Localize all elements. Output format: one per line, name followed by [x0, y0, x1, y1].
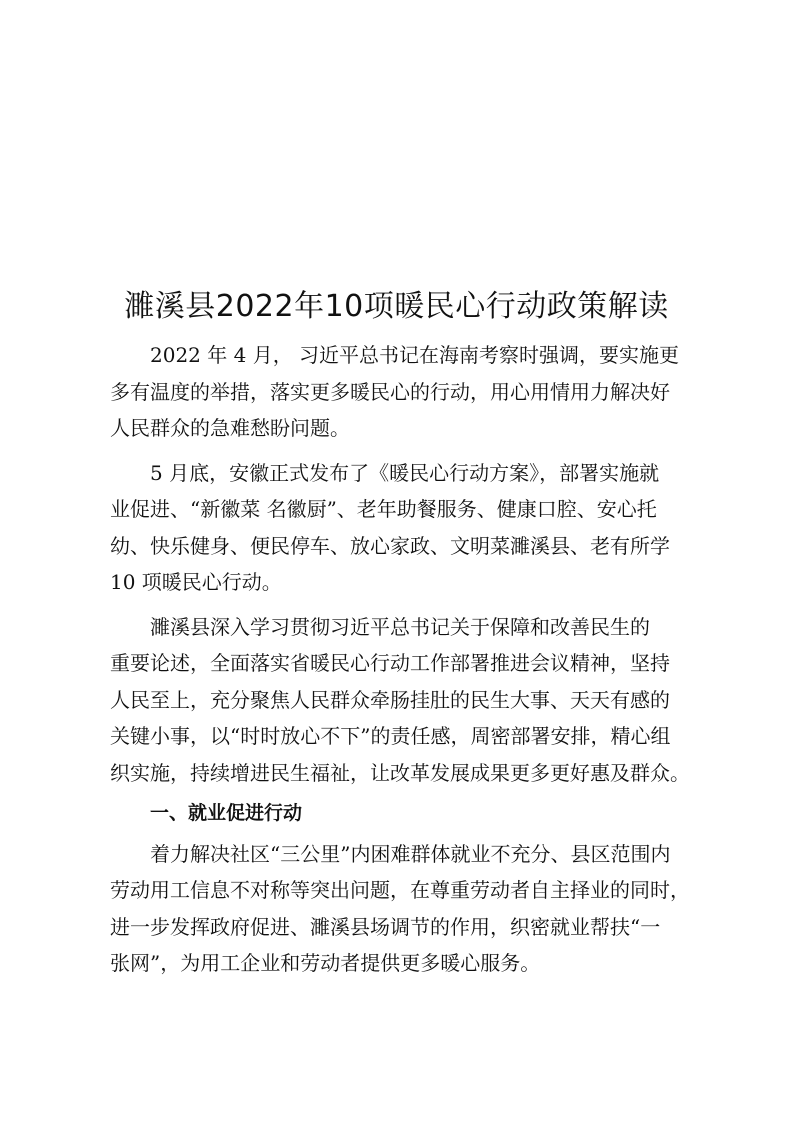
paragraph-line: 关键小事，以“时时放心不下”的责任感，周密部署安排，精心组	[110, 724, 671, 748]
paragraph-3	[110, 609, 696, 792]
paragraph-line: 幼、快乐健身、便民停车、放心家政、文明菜濉溪县、老有所学	[110, 533, 670, 558]
paragraph-line: 着力解决社区“三公里”内困难群体就业不充分、县区范围内	[150, 841, 671, 866]
section-paragraph	[110, 836, 696, 982]
document-title: 濉溪县2022年10项暖民心行动政策解读	[124, 289, 669, 324]
paragraph-line: 10 项暖民心行动。	[110, 570, 282, 594]
paragraph-line: 重要论述，全面落实省暖民心行动工作部署推进会议精神，坚持	[110, 651, 670, 675]
paragraph-line: 人民群众的急难愁盼问题。	[110, 416, 350, 440]
paragraph-line: 进一步发挥政府促进、濉溪县场调节的作用，织密就业帮扶“一	[110, 914, 661, 939]
paragraph-line: 多有温度的举措，落实更多暖民心的行动，用心用情用力解决好	[110, 379, 670, 404]
paragraph-1	[110, 337, 696, 447]
paragraph-2	[110, 455, 696, 601]
section-heading: 一、就业促进行动	[150, 802, 303, 824]
paragraph-line: 人民至上，充分聚焦人民群众牵肠挂肚的民生大事、天天有感的	[110, 687, 670, 712]
paragraph-line: 5 月底，安徽正式发布了《暖民心行动方案》，部署实施就	[150, 460, 660, 485]
paragraph-line: 业促进、“新徽菜 名徽厨”、老年助餐服务、健康口腔、安心托	[110, 497, 657, 521]
paragraph-line: 2022 年 4 月， 习近平总书记在海南考察时强调，要实施更	[150, 343, 680, 367]
paragraph-line: 劳动用工信息不对称等突出问题，在尊重劳动者自主择业的同时，	[110, 878, 690, 902]
paragraph-line: 张网”，为用工企业和劳动者提供更多暖心服务。	[110, 951, 541, 975]
paragraph-line: 濉溪县深入学习贯彻习近平总书记关于保障和改善民生的	[150, 614, 650, 639]
document-body	[110, 337, 696, 982]
paragraph-line: 织实施，持续增进民生福祉，让改革发展成果更多更好惠及群众。	[110, 760, 690, 785]
